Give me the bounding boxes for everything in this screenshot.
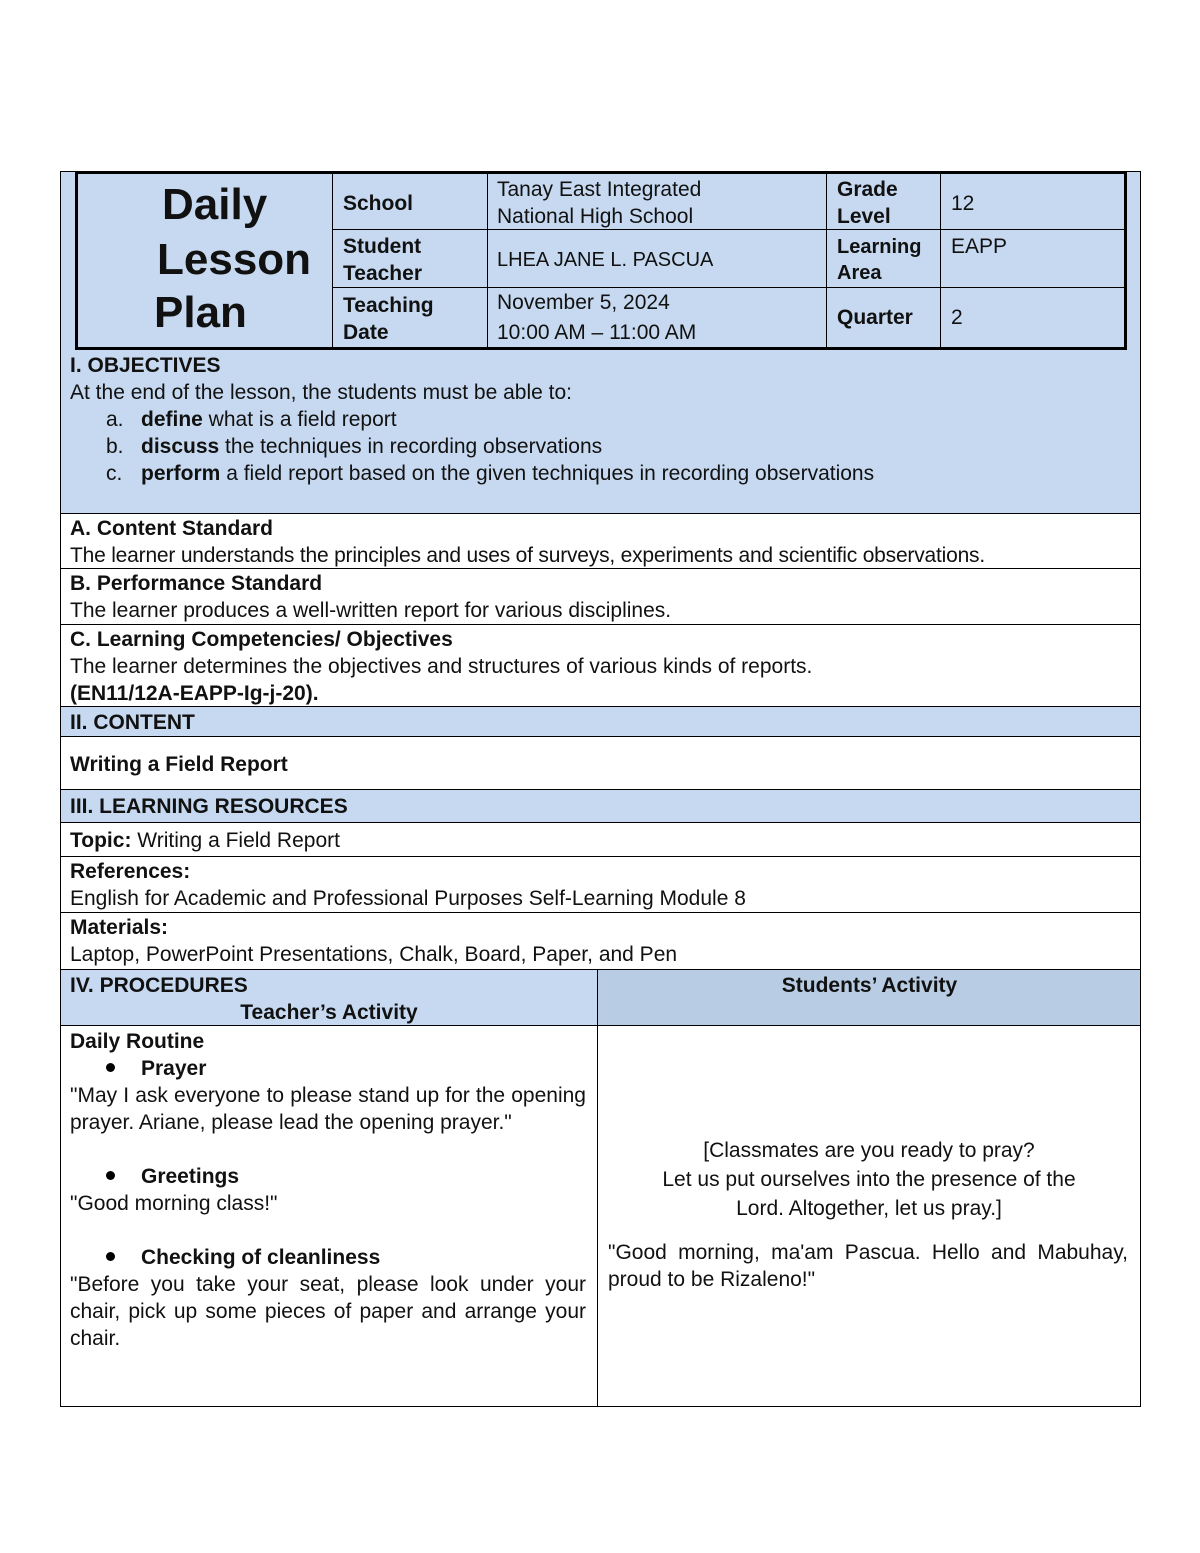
objective-item: c. perform a field report based on the given techniques in recording observations <box>106 462 875 485</box>
content-standard-section <box>70 515 1136 569</box>
bullet-icon <box>106 1063 115 1072</box>
grade-level-value: 12 <box>951 192 975 215</box>
learning-area-value: EAPP <box>951 235 1008 258</box>
student-greeting-response: "Good morning, ma'am Pascua. Hello and Mabuhay, proud to be Rizaleno!" <box>608 1241 1128 1291</box>
header-info-table: Daily Lesson Plan School Tanay East Integrated National High School Grade Level 12 Student Teacher LHEA JANE L. PASCUA Learning Area EAPP Teaching Date November 5, 2024 10:00 AM – 11:00 AM Quarter 2 <box>75 171 1127 350</box>
objectives-list <box>70 406 1130 487</box>
teaching-date-value: November 5, 2024 10:00 AM – 11:00 AM <box>497 291 697 344</box>
content-standard-heading: A. Content Standard <box>70 517 273 540</box>
competencies-heading: C. Learning Competencies/ Objectives <box>70 628 453 651</box>
student-teacher-label: Student Teacher <box>343 235 422 285</box>
prayer-item: Prayer <box>70 1055 586 1082</box>
objectives-heading: I. OBJECTIVES <box>70 354 221 377</box>
teaching-date-label: Teaching Date <box>343 294 434 344</box>
content-standard-text: The learner understands the principles and uses of surveys, experiments and scientific observations. <box>70 544 985 567</box>
resources-materials: Materials: Laptop, PowerPoint Presentations, Chalk, Board, Paper, and Pen <box>70 916 678 966</box>
resources-heading: III. LEARNING RESOURCES <box>70 795 348 818</box>
quarter-label: Quarter <box>837 306 913 329</box>
grade-level-label: Grade Level <box>837 178 898 228</box>
school-value: Tanay East Integrated National High School <box>497 178 702 228</box>
student-activity-column-header: Students’ Activity <box>781 974 958 997</box>
performance-standard-section <box>70 570 1130 624</box>
objective-item: a. define what is a field report <box>106 408 397 431</box>
objectives-section <box>70 352 1130 487</box>
competencies-text: The learner determines the objectives and structures of various kinds of reports. <box>70 655 813 678</box>
objectives-intro: At the end of the lesson, the students must be able to: <box>70 381 572 404</box>
greetings-item: Greetings <box>70 1163 586 1190</box>
performance-standard-text: The learner produces a well-written report for various disciplines. <box>70 599 672 622</box>
school-label: School <box>343 192 414 215</box>
content-title: Writing a Field Report <box>70 753 288 776</box>
student-teacher-value: LHEA JANE L. PASCUA <box>497 249 714 271</box>
cleanliness-item: Checking of cleanliness <box>70 1244 586 1271</box>
competencies-code: (EN11/12A-EAPP-Ig-j-20). <box>70 682 319 705</box>
objective-item: b. discuss the techniques in recording observations <box>106 435 603 458</box>
teacher-activity-cell <box>70 1028 586 1352</box>
procedures-heading: IV. PROCEDURES <box>70 974 248 997</box>
learning-area-label: Learning Area <box>837 236 922 284</box>
student-prayer-response: [Classmates are you ready to pray? Let us put ourselves into the presence of the Lord. Altogether, let us pray.] <box>662 1139 1076 1220</box>
bullet-icon <box>106 1252 115 1261</box>
bullet-icon <box>106 1171 115 1180</box>
performance-standard-heading: B. Performance Standard <box>70 572 323 595</box>
cleanliness-text: "Before you take your seat, please look under your chair, pick up some pieces of paper and arrange your chair. <box>70 1273 586 1350</box>
prayer-text: "May I ask everyone to please stand up for the opening prayer. Ariane, please lead the opening prayer." <box>70 1084 586 1134</box>
teacher-activity-column-header: Teacher’s Activity <box>240 1001 418 1024</box>
resources-references: References: English for Academic and Professional Purposes Self-Learning Module 8 <box>70 860 746 910</box>
daily-routine-heading: Daily Routine <box>70 1030 205 1053</box>
content-heading-background <box>60 707 1141 737</box>
competencies-section <box>70 626 1130 707</box>
greetings-text: "Good morning class!" <box>70 1192 278 1215</box>
quarter-value: 2 <box>951 306 963 329</box>
content-heading: II. CONTENT <box>70 711 195 734</box>
resources-topic: Topic: Writing a Field Report <box>70 829 340 852</box>
